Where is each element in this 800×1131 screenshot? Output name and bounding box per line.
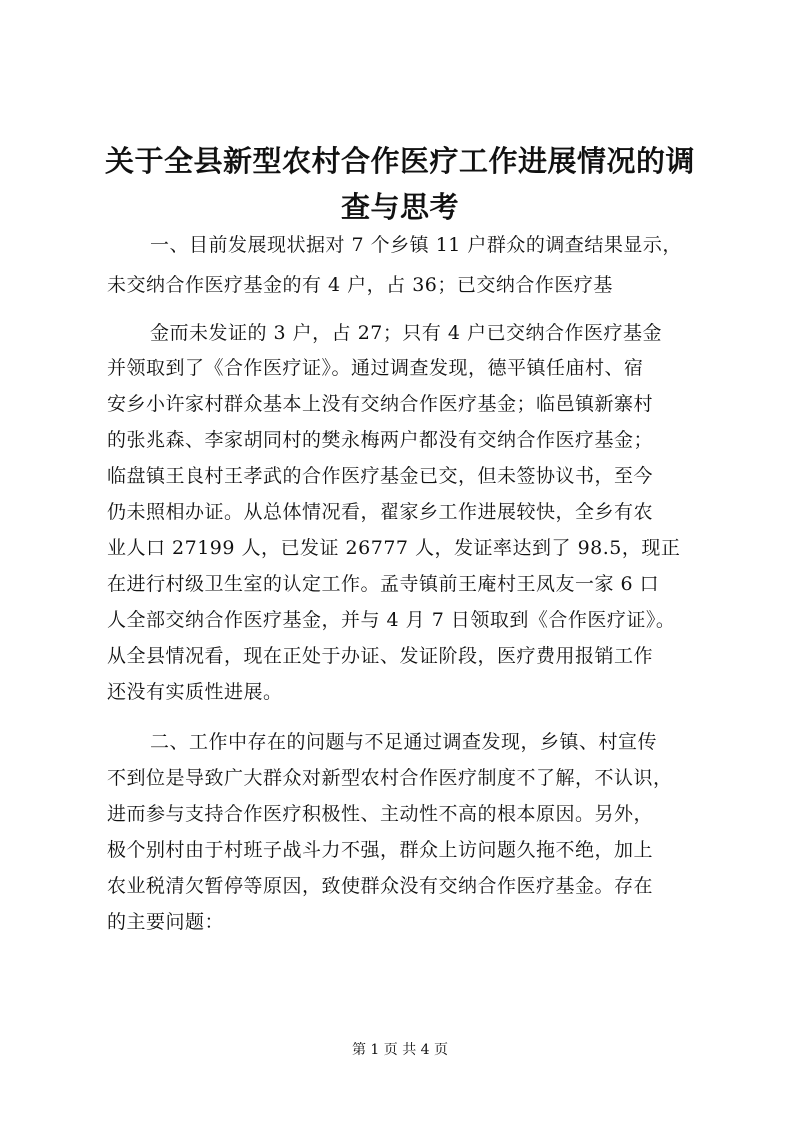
page-footer: 第 1 页 共 4 页	[351, 1042, 449, 1058]
paragraph-line: 一、目前发展现状据对 7 个乡镇 11 户群众的调查结果显示，	[150, 234, 682, 256]
paragraph-line: 金而未发证的 3 户，占 27；只有 4 户已交纳合作医疗基金	[150, 322, 663, 344]
paragraph-line: 临盘镇王良村王孝武的合作医疗基金已交，但未签协议书，至今	[107, 465, 654, 487]
document-title	[100, 138, 700, 230]
paragraph-line: 并领取到了《合作医疗证》。通过调查发现，德平镇任庙村、宿	[107, 357, 644, 379]
title-line-2: 查与思考	[340, 190, 459, 224]
title-line-1: 关于全县新型农村合作医疗工作进展情况的调	[104, 144, 695, 178]
paragraph-line: 从全县情况看，现在正处于办证、发证阶段，医疗费用报销工作	[107, 645, 654, 667]
paragraph-line: 二、工作中存在的问题与不足通过调查发现，乡镇、村宣传	[150, 731, 658, 753]
paragraph-line: 的主要问题：	[107, 911, 225, 933]
paragraph-line: 仍未照相办证。从总体情况看，翟家乡工作进展较快，全乡有农	[107, 501, 654, 523]
paragraph-line: 极个别村由于村班子战斗力不强，群众上访问题久拖不绝，加上	[107, 839, 654, 861]
paragraph-line: 人全部交纳合作医疗基金，并与 4 月 7 日领取到《合作医疗证》。	[107, 609, 676, 631]
paragraph-line: 的张兆森、李家胡同村的樊永梅两户都没有交纳合作医疗基金；	[107, 429, 654, 451]
paragraph-line: 安乡小许家村群众基本上没有交纳合作医疗基金；临邑镇新寨村	[107, 393, 654, 415]
paragraph-line: 不到位是导致广大群众对新型农村合作医疗制度不了解，不认识，	[107, 767, 673, 789]
paragraph-line: 在进行村级卫生室的认定工作。孟寺镇前王庵村王凤友一家 6 口	[107, 573, 660, 595]
paragraph-line: 农业税清欠暂停等原因，致使群众没有交纳合作医疗基金。存在	[107, 875, 654, 897]
paragraph-line: 还没有实质性进展。	[107, 681, 283, 703]
paragraph-line: 进而参与支持合作医疗积极性、主动性不高的根本原因。另外，	[107, 803, 654, 825]
paragraph-line: 业人口 27199 人，已发证 26777 人，发证率达到了 98.5，现正	[107, 537, 681, 559]
paragraph-line: 未交纳合作医疗基金的有 4 户，占 36；已交纳合作医疗基	[107, 274, 613, 296]
